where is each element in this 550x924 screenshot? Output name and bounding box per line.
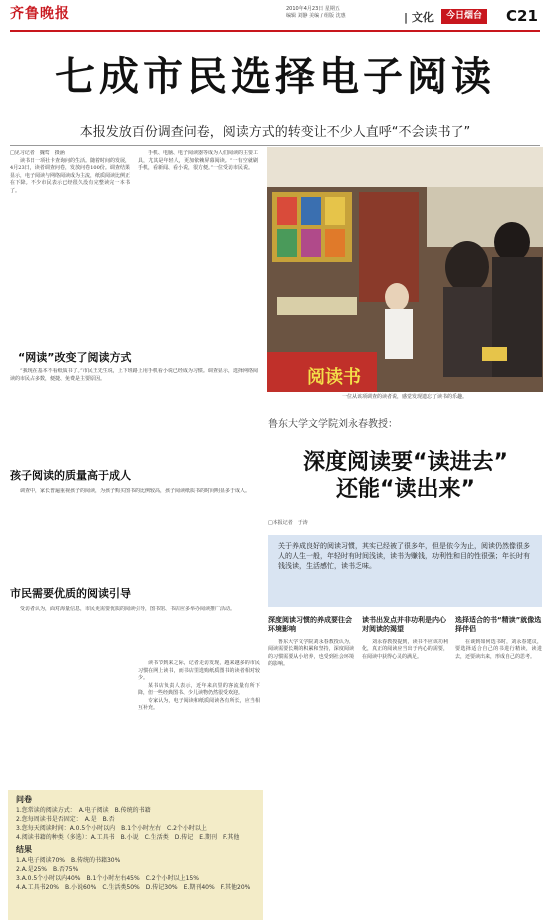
section1-title: “网读”改变了阅读方式 xyxy=(18,351,132,364)
right-article-headline-2: 还能“读出来” xyxy=(336,477,475,502)
right-col-2 xyxy=(362,616,448,909)
right-subsection-3-title: 选择适合的书“精读”就像选择伴侣 xyxy=(455,616,542,634)
section3-title: 市民需要优质的阅读引导 xyxy=(10,587,131,600)
photo-caption: 一位从该项调查的读者说，感觉发现遗忘了读书的乐趣。 xyxy=(342,394,468,400)
section1-body xyxy=(10,368,258,458)
survey-result-4: 4.A.工具书20% B.小说60% C.生活类50% D.传记30% E.期刊40% F.其他20% xyxy=(16,884,251,891)
right-subsection-1-text: 鲁东大学文学院刘永春教授认为，阅读需要长期的积累和坚持，深度阅读的习惯需要从小培养，也受到社会环境的影响。 xyxy=(268,638,354,668)
right-subsection-3-text: 在谈到如何选书时，刘永春建议，要选择适合自己的书进行精读，读进去，还要读出来，形成自己的思考。 xyxy=(455,638,542,660)
issue-info xyxy=(286,6,396,20)
survey-question-4: 4.阅读书籍的种类（多选）：A.工具书 B.小说 C.生活类 D.传记 E.期刊 F.其他 xyxy=(16,834,240,841)
section2-title: 孩子阅读的质量高于成人 xyxy=(10,469,131,482)
right-article-headline-1: 深度阅读要“读进去” xyxy=(303,449,508,475)
right-article-lead-text: 关于养成良好的阅读习惯，其实已经被了很多年，但是依今为止，阅读仍然像很多人的人生一般，年轻时有时间浅读，读书为赚钱，功利性和目的性很强；年长时有钱浅读，生活感忙，读书乏味。 xyxy=(278,542,530,571)
news-photo xyxy=(267,147,543,392)
right-subsection-2-body xyxy=(362,639,448,909)
middle-text-1: 读书节到来之际，记者走访发现，越来越多的市民习惯在网上读书，而书店里选购纸质图书的读者相对较少。 xyxy=(138,660,260,681)
right-subsection-3-body xyxy=(455,639,542,909)
main-subheadline: 本报发放百份调查问卷，阅读方式的转变让不少人直呼“不会读书了” xyxy=(79,125,471,140)
left-article-col1-text: 读书日一项社卡查询问的生活。随着时间的发展，4月23日，读者调查问卷，发放问卷100份。调查结果显示，电子阅读与网络阅读成为主流，纸质阅读比例正在下降。不少市民表示已经很久没有完整读完一本书了。 xyxy=(10,157,130,194)
left-article-col2-text: 手机、电脑、电子阅读器等成为人们阅读的主要工具，尤其是年轻人，更加依赖屏幕阅读。“一有空就刷手机，看新闻、看小说，很方便。”一位受访市民说。 xyxy=(138,150,258,171)
photo-illustration xyxy=(267,147,543,392)
page-number: C21 xyxy=(506,7,538,25)
survey-question-1: 1.您常读的阅读方式： A.电子阅读 B.传统的书籍 xyxy=(16,807,151,814)
right-subsection-1-body xyxy=(268,639,354,909)
survey-box xyxy=(8,790,263,920)
masthead-rule xyxy=(10,30,540,32)
survey-questions-title: 问卷 xyxy=(16,795,32,804)
section-name: | 文化 xyxy=(404,11,434,24)
survey-result-1: 1.A.电子阅读70% B.传统的书籍30% xyxy=(16,857,121,864)
middle-article-body xyxy=(138,660,260,784)
newspaper-logo: 齐鲁晚报 xyxy=(10,6,70,22)
right-subsection-1-title: 深度阅读习惯的养成要往会环境影响 xyxy=(268,616,352,634)
right-article-lead-box xyxy=(268,535,542,607)
survey-result-3: 3.A.0.5个小时以内40% B.1个小时左右45% C.2个小时以上15% xyxy=(16,875,199,882)
survey-results-title: 结果 xyxy=(16,845,32,854)
right-col-1 xyxy=(268,616,354,909)
survey-question-2: 2.您每周读书是否固定： A.是 B.否 xyxy=(16,816,115,823)
left-article-byline: □见习记者 魏莺 摄涵 xyxy=(10,150,65,156)
section1-text: “我现在基本不看纸质书了。”市民王先生说，上下班路上用手机看小说已经成为习惯。调查显示，选择网络阅读的市民占多数，便捷、免费是主要原因。 xyxy=(10,368,258,382)
middle-text-3: 专家认为，电子阅读和纸质阅读各有所长，应当相互补充。 xyxy=(138,697,260,711)
right-subsection-2-title: 读书出发点并非功利是内心对阅读的渴望 xyxy=(362,616,446,634)
middle-text-2: 某书店负责人表示，近年来店里的客流量有所下降，但一些经典图书、少儿读物仍然很受欢迎。 xyxy=(138,682,260,696)
right-article-header xyxy=(268,418,543,504)
survey-question-3: 3.您每天阅读时间：A.0.5个小时以内 B.1个小时左右 C.2个小时以上 xyxy=(16,825,207,832)
section2-text: 调查中，家长普遍重视孩子的阅读，为孩子购买图书的比例较高，孩子阅读纸质书的时间明显多于成人。 xyxy=(20,488,251,494)
headline-divider xyxy=(10,145,540,146)
right-col-3 xyxy=(455,616,542,909)
right-subsection-2-text: 刘永春教授提到，读书不应该功利化，真正的阅读应当出于内心的需要，在阅读中获得心灵的满足。 xyxy=(362,638,448,660)
section3-text: 受访者认为，面对海量信息，市民更需要优质的阅读引导，图书馆、书店应多举办阅读推广活动。 xyxy=(20,606,236,612)
left-article-col2 xyxy=(138,150,258,338)
issue-date: 2010年4月23日 星期五 xyxy=(286,6,340,12)
section-badge: 今日烟台 xyxy=(441,9,487,24)
survey-result-2: 2.A.是25% B.否75% xyxy=(16,866,79,873)
left-article-col1 xyxy=(10,150,130,338)
issue-editors: 编辑 刘静 美编 / 组版 沈惠 xyxy=(286,13,346,19)
right-article-byline: □本报记者 于涛 xyxy=(268,520,308,526)
main-headline: 七成市民选择电子阅读 xyxy=(55,54,495,100)
photo-banner-text: 阅读书 xyxy=(307,367,361,388)
section2-body xyxy=(10,488,258,578)
right-article-kicker: 鲁东大学文学院刘永春教授： xyxy=(268,419,398,430)
